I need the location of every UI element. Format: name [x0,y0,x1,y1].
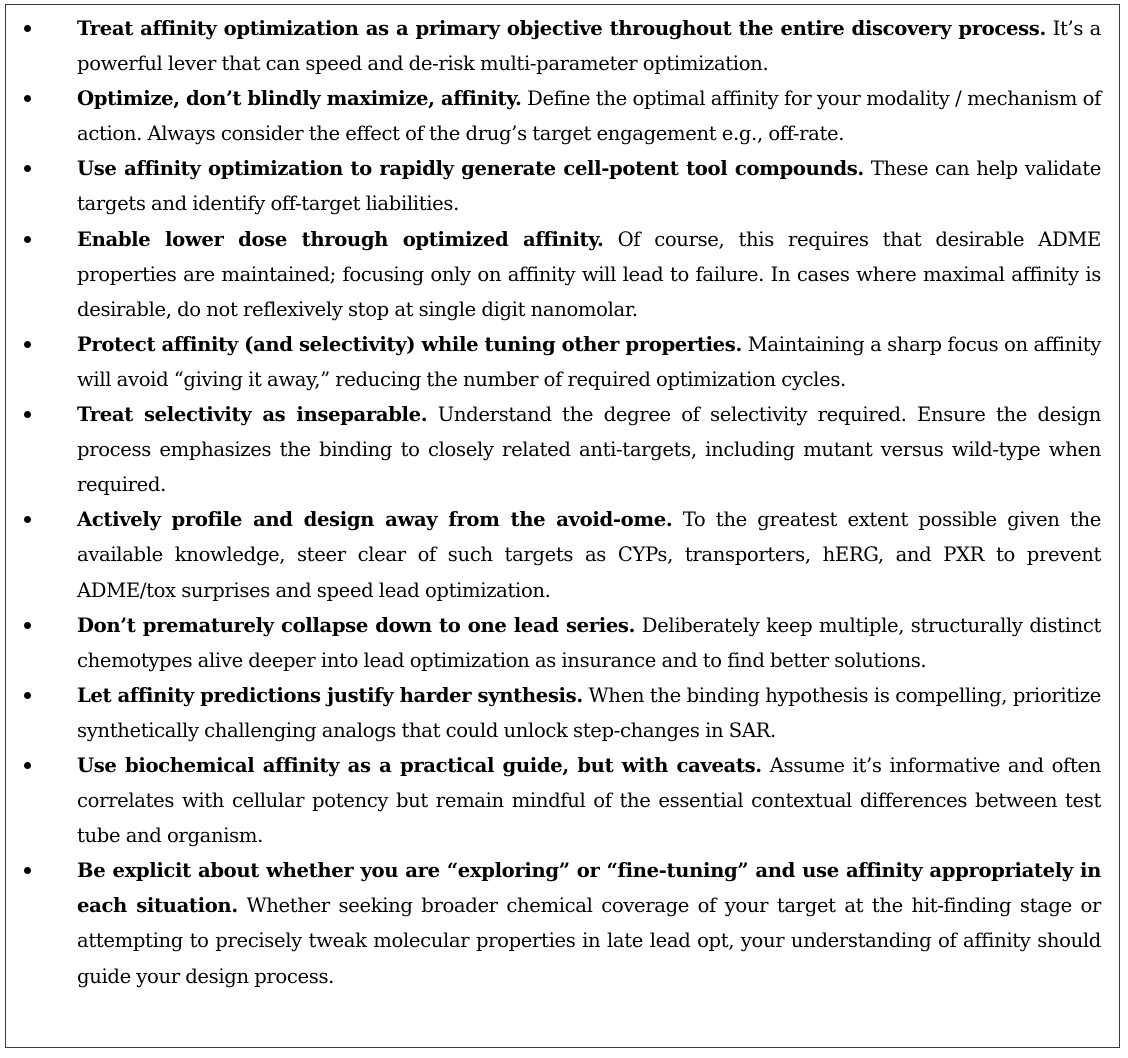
bullet-icon [24,762,31,769]
item-body: Deliberately keep multiple, structurally distinct chemotypes alive deeper into lead optimization as insurance and to find better solutions. [77,613,1102,672]
item-heading: Let affinity predictions justify harder synthesis. [77,683,583,707]
list-item [6,81,1101,151]
item-body: Understand the degree of selectivity required. Ensure the design process emphasizes the binding to closely related anti-targets, including mutant versus wild-type when required. [77,403,1102,497]
item-body: Whether seeking broader chemical coverage of your target at the hit-finding stage or attempting to precisely tweak molecular properties in late lead opt, your understanding of affinity should guide your design process. [77,894,1101,988]
bullet-icon [24,165,31,172]
item-body: It’s a powerful lever that can speed and de-risk multi-parameter optimization. [77,17,1102,76]
item-heading: Use affinity optimization to rapidly generate cell-potent tool compounds. [77,157,864,181]
item-body: Maintaining a sharp focus on affinity will avoid “giving it away,” reducing the number of required optimization cycles. [77,332,1101,391]
list-item [6,678,1101,748]
item-body: These can help validate targets and identify off-target liabilities. [77,157,1101,216]
item-body: When the binding hypothesis is compelling, prioritize synthetically challenging analogs that could unlock step-changes in SAR. [77,683,1101,742]
item-body: Assume it’s informative and often correlates with cellular potency but remain mindful of the essential contextual differences between test tube and organism. [77,753,1101,848]
list-item [6,222,1101,327]
item-heading: Don’t prematurely collapse down to one lead series. [77,613,636,637]
list-item [6,151,1101,221]
item-heading: Enable lower dose through optimized affinity. [77,227,604,251]
bullet-icon [24,25,31,32]
guidelines-list [6,5,1119,994]
guidelines-box [5,4,1120,1048]
list-item [6,748,1101,853]
list-item [6,11,1101,81]
bullet-icon [24,516,31,523]
bullet-icon [24,622,31,629]
list-item [6,608,1101,678]
item-heading: Treat selectivity as inseparable. [77,403,428,427]
bullet-icon [24,341,31,348]
item-heading: Be explicit about whether you are “exploring” or “fine-tuning” and use affinity appropriately in each situation. [77,859,1101,918]
bullet-icon [24,411,31,418]
list-item [6,397,1101,502]
bullet-icon [24,867,31,874]
item-body: Of course, this requires that desirable ADME properties are maintained; focusing only on affinity will lead to failure. In cases where maximal affinity is desirable, do not reflexively stop at single digit nanomolar. [77,227,1101,321]
bullet-icon [24,236,31,243]
list-item [6,327,1101,397]
item-heading: Optimize, don’t blindly maximize, affinity. [77,87,522,111]
item-heading: Protect affinity (and selectivity) while tuning other properties. [77,332,742,356]
item-body: To the greatest extent possible given the available knowledge, steer clear of such targets as CYPs, transporters, hERG, and PXR to prevent ADME/tox surprises and speed lead optimization. [77,508,1101,602]
bullet-icon [24,692,31,699]
list-item [6,853,1101,993]
item-body: Define the optimal affinity for your modality / mechanism of action. Always consider the effect of the drug’s target engagement e.g., off-rate. [77,87,1101,146]
item-heading: Actively profile and design away from the avoid-ome. [77,508,673,532]
item-heading: Use biochemical affinity as a practical guide, but with caveats. [77,753,762,777]
bullet-icon [24,95,31,102]
item-heading: Treat affinity optimization as a primary objective throughout the entire discovery process. [77,17,1046,40]
list-item [6,502,1101,607]
